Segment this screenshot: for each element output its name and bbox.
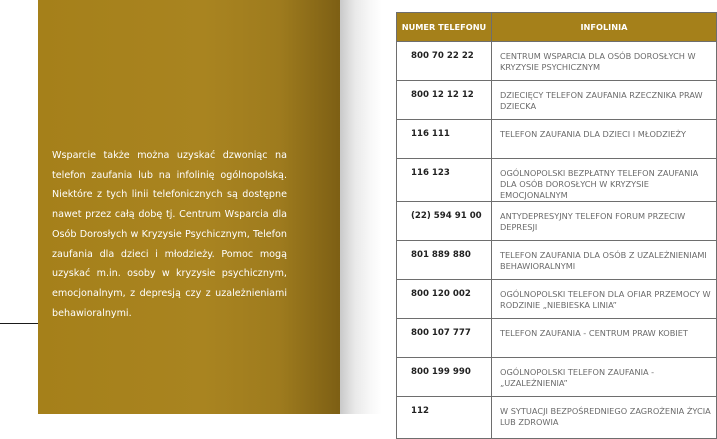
table-row xyxy=(397,42,717,81)
table-header-row xyxy=(397,13,717,42)
hotline-table xyxy=(396,12,717,439)
hotline-name: OGÓLNOPOLSKI TELEFON DLA OFIAR PRZEMOCY W RODZINIE „NIEBIESKA LINIA” xyxy=(492,280,717,319)
hotline-name: OGÓLNOPOLSKI TELEFON ZAUFANIA - „UZALEŻNIENIA” xyxy=(492,358,717,397)
table-row xyxy=(397,159,717,202)
hotline-name: W SYTUACJI BEZPOŚREDNIEGO ZAGROŻENIA ŻYCIA LUB ZDROWIA xyxy=(492,397,717,439)
phone-number: 801 889 880 xyxy=(397,241,492,280)
right-page xyxy=(382,0,711,427)
hotline-name: OGÓLNOPOLSKI BEZPŁATNY TELEFON ZAUFANIA DLA OSÓB DOROSŁYCH W KRYZYSIE EMOCJONALNYM xyxy=(492,159,717,202)
left-page xyxy=(0,0,340,414)
hotline-name: ANTYDEPRESYJNY TELEFON FORUM PRZECIW DEPRESJI xyxy=(492,202,717,241)
phone-number: (22) 594 91 00 xyxy=(397,202,492,241)
phone-number: 112 xyxy=(397,397,492,439)
hotline-name: TELEFON ZAUFANIA DLA DZIECI I MŁODZIEŻY xyxy=(492,120,717,159)
phone-number: 800 199 990 xyxy=(397,358,492,397)
phone-number: 116 111 xyxy=(397,120,492,159)
table-row xyxy=(397,358,717,397)
support-paragraph: Wsparcie także można uzyskać dzwoniąc na telefon zaufania lub na infolinię ogólnopolską. Niektóre z tych linii telefonicznych są dostępne nawet przez całą dobę tj. Centrum Wsparcia dla Osób Dorosłych w Kryzysie Psychicznym, Telefon zaufania dla dzieci i młodzieży. Pomoc mogą uzyskać m.in. osoby w kryzysie psychicznym, emocjonalnym, z depresją czy z uzależnieniami behawioralnymi. xyxy=(52,150,287,319)
phone-number: 116 123 xyxy=(397,159,492,202)
book-gutter-shadow xyxy=(340,0,382,414)
header-phone-number: NUMER TELEFONU xyxy=(397,13,492,42)
table-row xyxy=(397,241,717,280)
table-row xyxy=(397,280,717,319)
table-row xyxy=(397,202,717,241)
table-row xyxy=(397,120,717,159)
table-row xyxy=(397,81,717,120)
hotline-name: TELEFON ZAUFANIA - CENTRUM PRAW KOBIET xyxy=(492,319,717,358)
hotline-name: DZIECIĘCY TELEFON ZAUFANIA RZECZNIKA PRAW DZIECKA xyxy=(492,81,717,120)
phone-number: 800 70 22 22 xyxy=(397,42,492,81)
phone-number: 800 107 777 xyxy=(397,319,492,358)
phone-number: 800 120 002 xyxy=(397,280,492,319)
hotline-name: TELEFON ZAUFANIA DLA OSÓB Z UZALEŻNIENIAMI BEHAWIORALNYMI xyxy=(492,241,717,280)
table-row xyxy=(397,397,717,439)
phone-number: 800 12 12 12 xyxy=(397,81,492,120)
header-hotline: INFOLINIA xyxy=(492,13,717,42)
table-row xyxy=(397,319,717,358)
horizontal-rule xyxy=(0,323,40,324)
hotline-name: CENTRUM WSPARCIA DLA OSÓB DOROSŁYCH W KRYZYSIE PSYCHICZNYM xyxy=(492,42,717,81)
